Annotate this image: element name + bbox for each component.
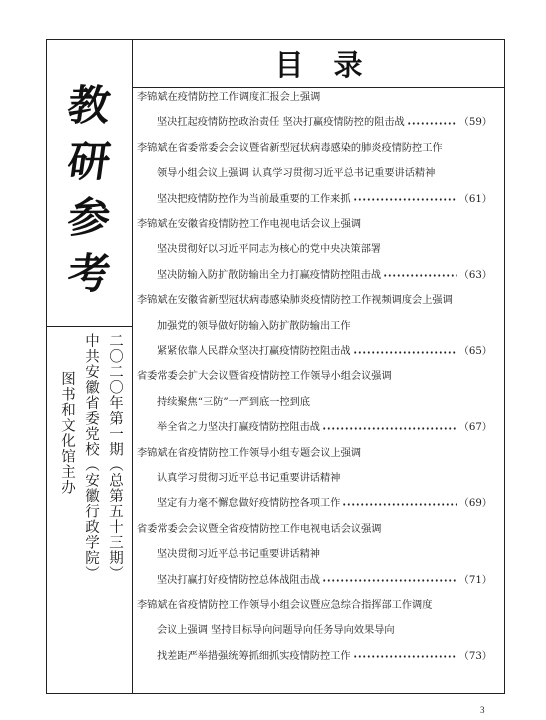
toc-entry-subline: [157, 194, 492, 206]
publication-info: [47, 327, 132, 695]
dot-leader: [353, 198, 457, 201]
toc-entry-subline: [157, 549, 492, 561]
toc-entry-subline: [157, 498, 492, 510]
toc-page-ref: （59）: [458, 117, 492, 129]
toc-column: [133, 40, 504, 693]
toc-entry-text: 坚决防输入防扩散防输出全力打赢疫情防控阻击战: [157, 269, 382, 281]
toc-page-ref: （67）: [458, 422, 492, 434]
toc-entry-text: 坚决贯彻好以习近平同志为核心的党中央决策部署: [157, 244, 382, 256]
toc-page-ref: （61）: [458, 193, 492, 205]
dot-leader: [353, 655, 457, 658]
toc-entry-subline: [157, 397, 492, 409]
toc-entry-subline: [157, 321, 492, 333]
toc-page-ref: （73）: [458, 650, 492, 662]
toc-entry-subline: [157, 346, 492, 358]
toc-entry-subline: [157, 117, 492, 129]
dot-leader: [383, 274, 457, 277]
journal-title-box: [47, 40, 132, 327]
journal-title: [47, 78, 132, 302]
toc-page-ref: （63）: [458, 269, 492, 281]
toc-entry-text: 坚决打赢打好疫情防控总体战阻击战: [157, 574, 320, 586]
toc-entry-subline: [157, 422, 492, 434]
toc-entry-heading: 李锦斌在安徽省疫情防控工作电视电话会议上强调: [137, 219, 362, 230]
cover-frame: [46, 39, 505, 694]
toc-entry-text: 紧紧依靠人民群众坚决打赢疫情防控阻击战: [157, 346, 351, 357]
issue-info: 二〇二〇年第一期（总第五十三期）: [107, 333, 123, 581]
toc-entry-subline: [157, 651, 492, 663]
publisher-dept: 图书和文化馆主办: [59, 371, 75, 495]
toc-page-ref: （65）: [458, 346, 492, 357]
journal-title-char: 参: [65, 193, 115, 242]
toc-heading: 目录: [274, 48, 393, 82]
dot-leader: [342, 503, 456, 506]
journal-title-char: 研: [65, 137, 115, 186]
toc-entry-text: 领导小组会议上强调 认真学习贯彻习近平总书记重要讲话精神: [157, 168, 436, 180]
toc-entry-subline: [157, 244, 492, 256]
toc-entry-subline: [157, 168, 492, 180]
toc-entry-text: 举全省之力坚决打赢疫情防控阻击战: [157, 422, 320, 434]
toc-entry-text: 找差距严举措强统筹抓细抓实疫情防控工作: [157, 650, 351, 662]
toc-entry-subline: [157, 270, 492, 282]
journal-title-char: 考: [65, 249, 115, 298]
toc-entry-text: 会议上强调 坚持目标导向问题导向任务导向效果导向: [157, 625, 395, 637]
publisher-school: 中共安徽省委党校（安徽行政学院）: [83, 333, 99, 581]
toc-entry-text: 坚决贯彻习近平总书记重要讲话精神: [157, 549, 320, 561]
toc-entry-heading: 李锦斌在疫情防控工作调度汇报会上强调: [137, 92, 321, 103]
toc-entry-heading: 省委常委会扩大会议暨省疫情防控工作领导小组会议强调: [137, 371, 392, 383]
toc-entry-heading: 李锦斌在省疫情防控工作领导小组专题会议上强调: [137, 447, 362, 459]
toc-entry-text: 坚决扛起疫情防控政治责任 坚决打赢疫情防控的阻击战: [157, 117, 405, 129]
dot-leader: [407, 122, 457, 125]
toc-entry-subline: [157, 575, 492, 587]
masthead-column: [47, 40, 133, 693]
toc-entry-text: 坚定有力毫不懈怠做好疫情防控各项工作: [157, 498, 341, 510]
toc-entry-text: 认真学习贯彻习近平总书记重要讲话精神: [157, 473, 341, 484]
dot-leader: [322, 427, 457, 430]
toc-heading-box: [133, 40, 504, 88]
toc-entry-subline: [157, 473, 492, 485]
toc-entry-heading: 李锦斌在安徽省新型冠状病毒感染肺炎疫情防控工作视频调度会上强调: [137, 295, 453, 307]
page-number: 3: [480, 705, 485, 715]
toc-entry-heading: 省委常委会会议暨全省疫情防控工作电视电话会议强调: [137, 523, 382, 535]
toc-entry-heading: 李锦斌在省委常委会会议暨省新型冠状病毒感染的肺炎疫情防控工作: [137, 142, 443, 154]
toc-page-ref: （71）: [458, 574, 492, 586]
toc-entry-subline: [157, 625, 492, 637]
toc-page-ref: （69）: [458, 498, 492, 510]
toc-entry-text: 加强党的领导做好防输入防扩散防输出工作: [157, 320, 351, 332]
dot-leader: [353, 351, 457, 354]
dot-leader: [322, 579, 457, 582]
toc-entry-text: 持续聚焦“三防”一严到底一控到底: [157, 396, 311, 408]
toc-entry-heading: 李锦斌在省疫情防控工作领导小组会议暨应急综合指挥部工作调度: [137, 600, 433, 611]
journal-title-char: 教: [65, 81, 115, 130]
toc-entry-text: 坚决把疫情防控作为当前最重要的工作来抓: [157, 193, 351, 205]
